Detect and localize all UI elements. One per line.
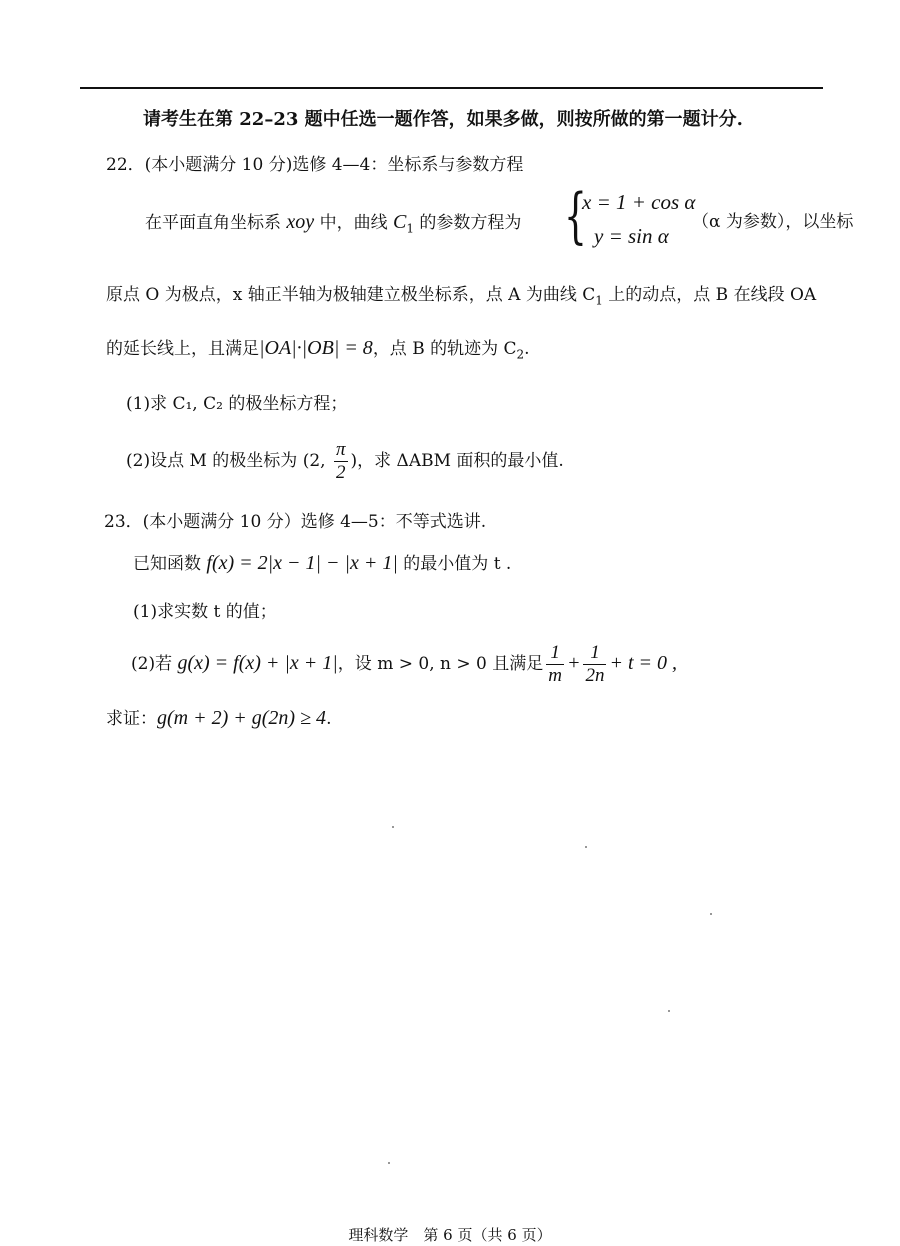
scan-speck: [585, 846, 587, 848]
q22-text2: [106, 283, 816, 312]
q22-text3-end: .: [524, 339, 530, 359]
q23-part2-func: g(x) = f(x) + |x + 1|: [177, 652, 338, 674]
q22-text1-suffix: 的参数方程为: [413, 213, 522, 233]
q22-xoy: xoy: [286, 211, 315, 233]
instruction: 请考生在第 22–23 题中任选一题作答，如果多做，则按所做的第一题计分.: [143, 109, 743, 130]
frac2-numerator: 1: [583, 642, 606, 665]
scan-speck: [388, 1162, 390, 1164]
one-over-m-fraction: [546, 642, 564, 687]
scan-speck: [392, 826, 394, 828]
q23-text1: [133, 551, 511, 576]
scan-speck: [668, 1010, 670, 1012]
q22-text2-sub: 1: [595, 293, 603, 308]
q22-text1-prefix: 在平面直角坐标系: [145, 213, 287, 233]
q22-part2: [126, 438, 564, 484]
one-over-2n-fraction: [583, 642, 606, 687]
frac-numerator: π: [335, 439, 346, 460]
q22-header: 22．(本小题满分 10 分)选修 4—4：坐标系与参数方程: [106, 155, 524, 175]
q22-text3-sub: 2: [516, 347, 525, 362]
q23-header: 23．(本小题满分 10 分）选修 4—5：不等式选讲.: [104, 512, 487, 532]
q22-param-note: （α 为参数），以坐标: [692, 212, 854, 232]
q22-text3: [106, 336, 530, 366]
scan-speck: [710, 913, 712, 915]
q22-text3-prefix: 的延长线上，且满足: [106, 339, 259, 359]
q23-part1: (1)求实数 t 的值；: [133, 602, 277, 622]
page-footer: 理科数学 第 6 页（共 6 页）: [348, 1226, 552, 1244]
q22-part2-prefix: (2)设点 M 的极坐标为 (2,: [126, 451, 331, 471]
q22-text3-suffix: ，点 B 的轨迹为 C: [372, 339, 517, 359]
q23-part2-end: + t = 0 ,: [609, 652, 678, 674]
q23-func: f(x) = 2|x − 1| − |x + 1|: [206, 552, 398, 574]
q23-prove-end: .: [326, 709, 332, 729]
q23-part2: [131, 640, 677, 687]
param-eq-2: y = sin α: [594, 224, 669, 248]
frac-denominator: 2: [335, 462, 346, 483]
q22-text1: [145, 210, 521, 240]
q23-prove-math: g(m + 2) + g(2n) ≥ 4: [157, 707, 327, 729]
q22-text2-end: 上的动点，点 B 在线段 OA: [602, 285, 817, 305]
left-brace: {: [564, 181, 587, 251]
q22-text3-math: |OA|·|OB| = 8: [259, 337, 373, 359]
q22-text2-main: 原点 O 为极点，x 轴正半轴为极轴建立极坐标系，点 A 为曲线 C: [106, 285, 596, 305]
q22-c1: C: [392, 211, 407, 233]
param-eq-1: x = 1 + cos α: [582, 190, 696, 214]
q23-prove-prefix: 求证：: [106, 709, 157, 729]
plus-sign: +: [566, 652, 581, 674]
frac1-numerator: 1: [546, 642, 564, 665]
q23-text1-suffix: 的最小值为 t .: [397, 554, 512, 574]
frac2-denominator: 2n: [585, 665, 605, 686]
q22-part2-suffix: )，求 ΔABM 面积的最小值.: [350, 451, 564, 471]
q23-part2-mid: ，设 m > 0, n > 0 且满足: [337, 654, 544, 674]
q23-prove: [106, 706, 331, 731]
top-rule: [80, 87, 823, 89]
frac1-denominator: m: [548, 665, 562, 686]
q22-part1: (1)求 C₁, C₂ 的极坐标方程；: [126, 394, 348, 414]
q23-part2-prefix: (2)若: [131, 654, 178, 674]
q22-c1-sub: 1: [406, 221, 414, 236]
q23-text1-prefix: 已知函数: [133, 554, 207, 574]
q22-text1-mid: 中，曲线: [314, 213, 393, 233]
pi-over-2-fraction: [334, 439, 348, 484]
